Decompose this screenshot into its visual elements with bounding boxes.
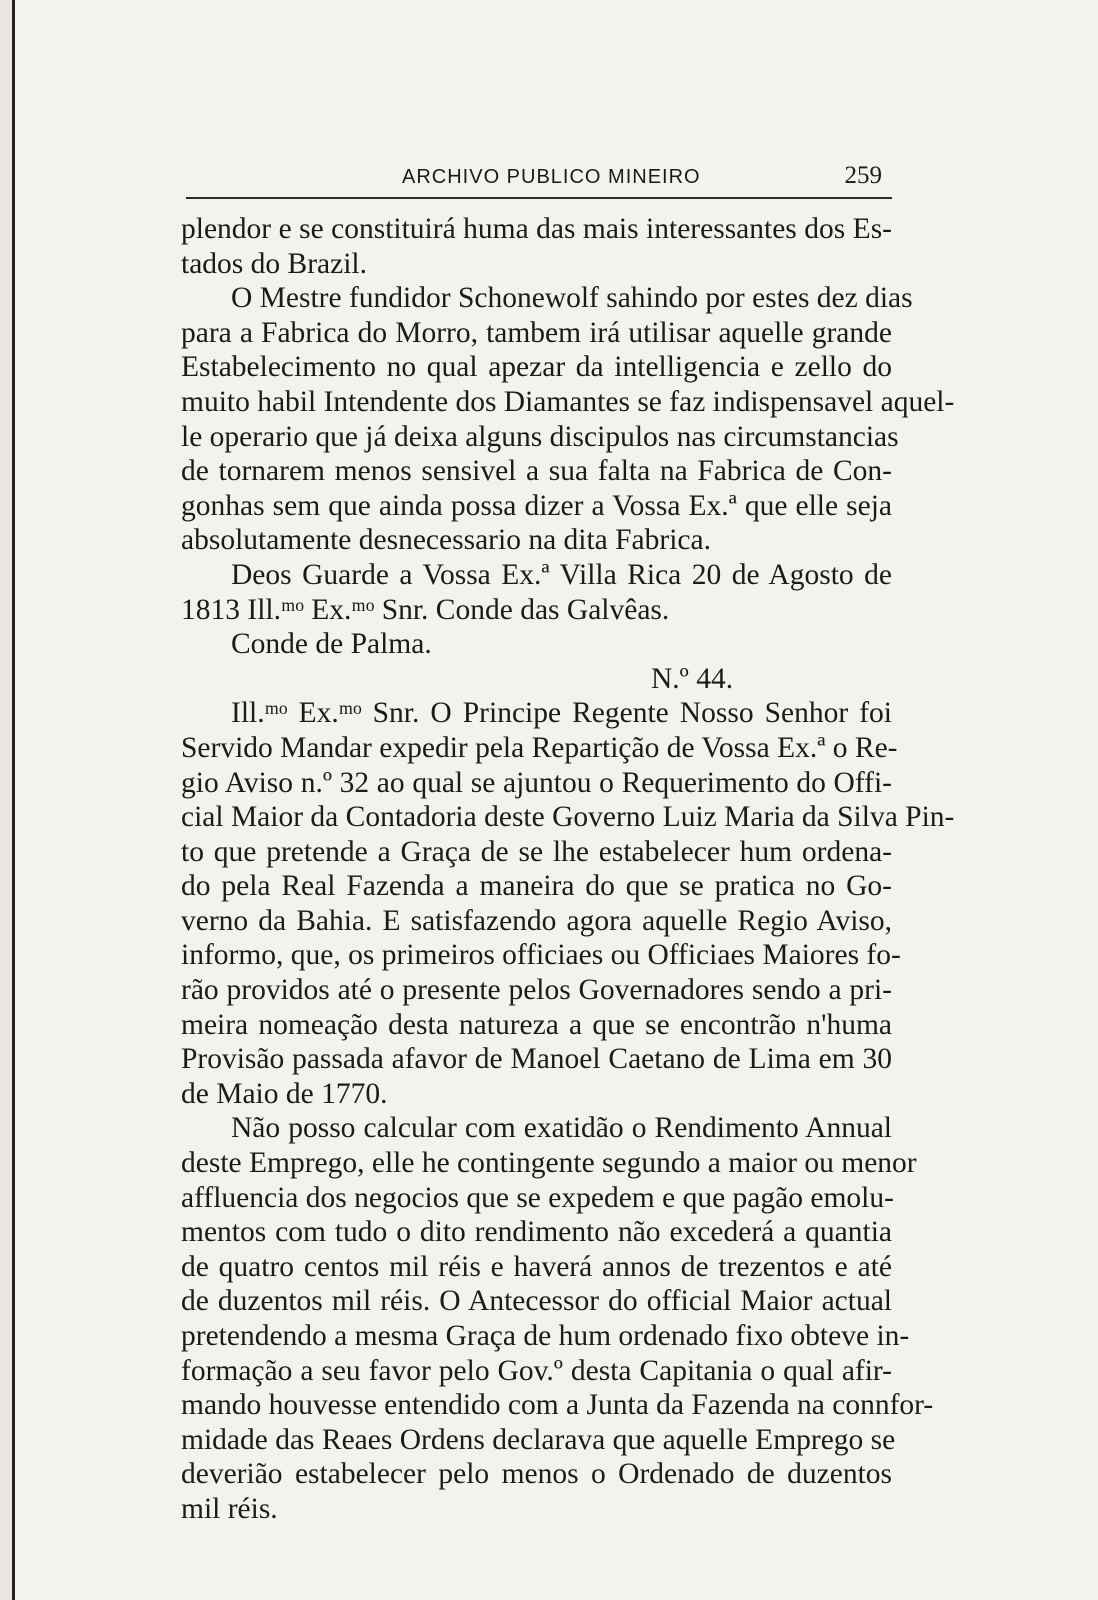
text-line: Estabelecimento no qual apezar da intelligencia e zello do xyxy=(181,351,892,384)
text-line: gonhas sem que ainda possa dizer a Vossa Ex.ª que elle seja xyxy=(181,489,892,522)
text-line: pretendendo a mesma Graça de hum ordenado fixo obteve in- xyxy=(181,1320,910,1352)
text-line: de Maio de 1770. xyxy=(181,1077,388,1110)
text-line: 1813 Ill.ᵐᵒ Ex.ᵐᵒ Snr. Conde das Galvêas. xyxy=(181,593,670,626)
page-binding-edge xyxy=(0,0,15,1600)
text-line: cial Maior da Contadoria deste Governo Luiz Maria da Silva Pin- xyxy=(181,801,955,834)
text-line: mil réis. xyxy=(181,1492,278,1525)
text-line: Provisão passada afavor de Manoel Caetano de Lima em 30 xyxy=(181,1043,892,1076)
text-line: plendor e se constituirá huma das mais interessantes dos Es- xyxy=(181,213,892,245)
text-line: absolutamente desnecessario na dita Fabrica. xyxy=(181,524,711,557)
text-line: mando houvesse entendido com a Junta da Fazenda na connfor- xyxy=(181,1389,934,1422)
text-line: verno da Bahia. E satisfazendo agora aquelle Regio Aviso, xyxy=(181,904,892,937)
header-rule xyxy=(186,197,892,199)
text-line: Deos Guarde a Vossa Ex.ª Villa Rica 20 de Agosto de xyxy=(231,558,892,591)
text-line: de tornarem menos sensivel a sua falta na Fabrica de Con- xyxy=(181,455,892,488)
text-line: gio Aviso n.º 32 ao qual se ajuntou o Requerimento do Offi- xyxy=(181,766,892,799)
text-line: midade das Reaes Ordens declarava que aquelle Emprego se xyxy=(181,1423,896,1456)
text-line: to que pretende a Graça de se lhe estabelecer hum ordena- xyxy=(181,835,892,868)
text-line: muito habil Intendente dos Diamantes se faz indispensavel aquel- xyxy=(181,385,955,418)
text-line: meira nomeação desta natureza a que se encontrão n'huma xyxy=(181,1008,892,1041)
text-line: do pela Real Fazenda a maneira do que se pratica no Go- xyxy=(181,870,892,903)
document-number-heading: N.º 44. xyxy=(651,662,734,695)
text-line: Não posso calcular com exatidão o Rendimento Annual xyxy=(231,1112,892,1145)
document-body xyxy=(181,212,955,1527)
text-line: affluencia dos negocios que se expedem e que pagão emolu- xyxy=(181,1181,894,1214)
text-line: Servido Mandar expedir pela Repartição de Vossa Ex.ª o Re- xyxy=(181,731,898,764)
text-line: deste Emprego, elle he contingente segundo a maior ou menor xyxy=(181,1147,917,1180)
page-header xyxy=(186,160,892,200)
text-line: rão providos até o presente pelos Governadores sendo a pri- xyxy=(181,974,892,1007)
text-line: de quatro centos mil réis e haverá annos de trezentos e até xyxy=(181,1250,892,1283)
text-line: mentos com tudo o dito rendimento não excederá a quantia xyxy=(181,1216,892,1249)
running-title: ARCHIVO PUBLICO MINEIRO xyxy=(402,166,701,188)
text-line: O Mestre fundidor Schonewolf sahindo por estes dez dias xyxy=(231,282,913,315)
signature-line: Conde de Palma. xyxy=(231,628,432,661)
text-line: tados do Brazil. xyxy=(181,247,367,280)
text-line: deverião estabelecer pelo menos o Ordenado de duzentos xyxy=(181,1458,892,1491)
text-line: de duzentos mil réis. O Antecessor do official Maior actual xyxy=(181,1285,892,1318)
text-line: le operario que já deixa alguns discipulos nas circumstancias xyxy=(181,420,899,453)
text-line: formação a seu favor pelo Gov.º desta Capitania o qual afir- xyxy=(181,1354,892,1387)
text-line: para a Fabrica do Morro, tambem irá utilisar aquelle grande xyxy=(181,316,892,349)
text-line: informo, que, os primeiros officiaes ou Officiaes Maiores fo- xyxy=(181,939,901,972)
text-line: Ill.ᵐᵒ Ex.ᵐᵒ Snr. O Principe Regente Nosso Senhor foi xyxy=(231,697,892,730)
page-number: 259 xyxy=(844,162,882,189)
